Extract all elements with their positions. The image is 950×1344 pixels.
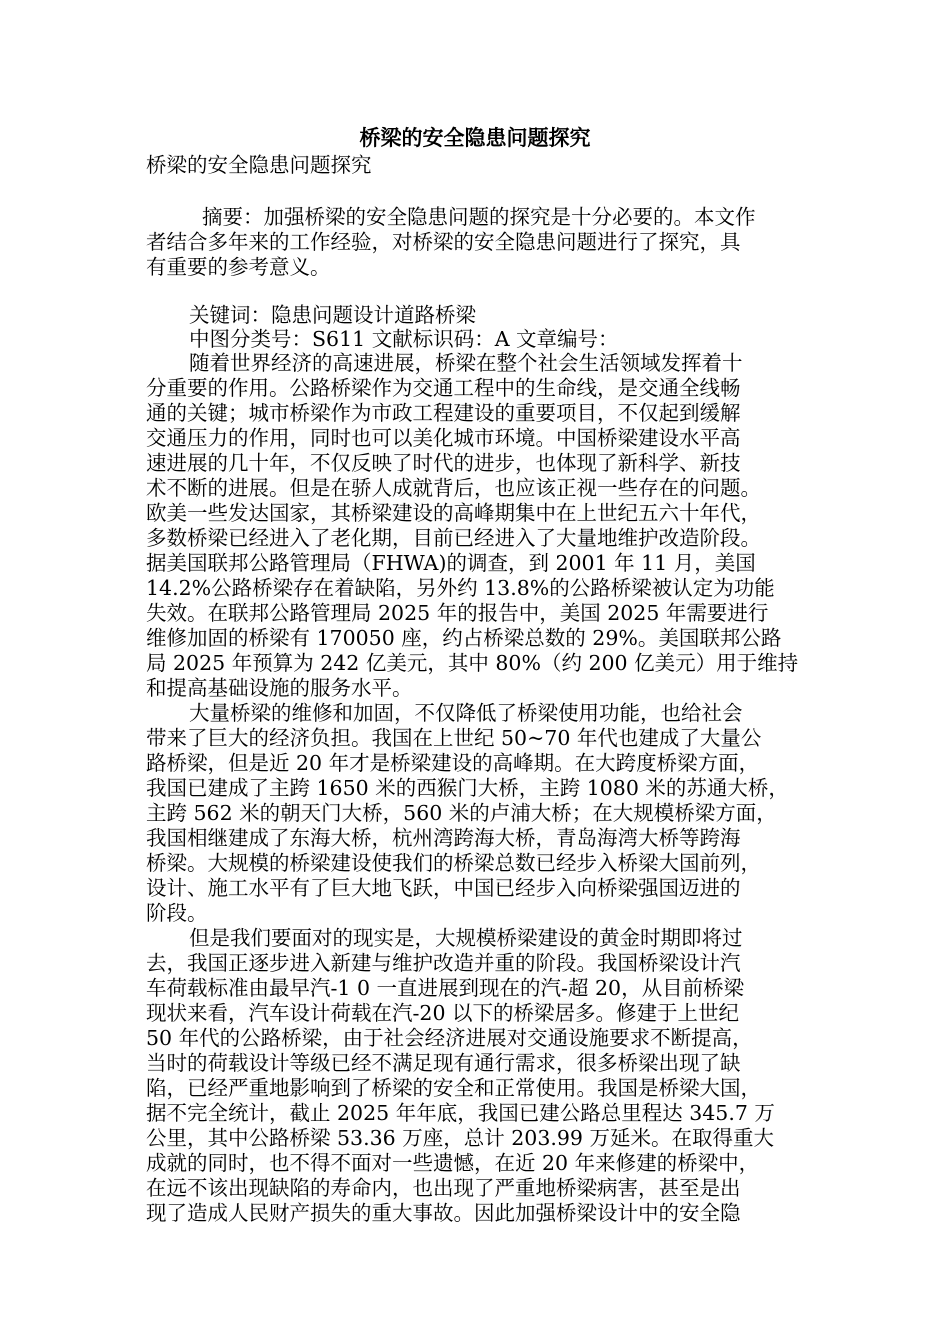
paragraph-line: 大量桥梁的维修和加固，不仅降低了桥梁使用功能，也给社会 bbox=[189, 701, 743, 725]
paragraph-line: 设计、施工水平有了巨大地飞跃，中国已经步入向桥梁强国迈进的 bbox=[146, 876, 741, 900]
paragraph-line: 局 2025 年预算为 242 亿美元，其中 80%（约 200 亿美元）用于维持 bbox=[146, 651, 799, 675]
paragraph-line: 主跨 562 米的朝天门大桥，560 米的卢浦大桥；在大规模桥梁方面， bbox=[146, 801, 777, 825]
paragraph-line: 交通压力的作用，同时也可以美化城市环境。中国桥梁建设水平高 bbox=[146, 426, 741, 450]
paragraph-line: 公里，其中公路桥梁 53.36 万座，总计 203.99 万延米。在取得重大 bbox=[146, 1126, 774, 1150]
paragraph-line: 我国已建成了主跨 1650 米的西猴门大桥，主跨 1080 米的苏通大桥， bbox=[146, 776, 789, 800]
paragraph-line: 失效。在联邦公路管理局 2025 年的报告中，美国 2025 年需要进行 bbox=[146, 601, 769, 625]
paragraph-line: 陷，已经严重地影响到了桥梁的安全和正常使用。我国是桥梁大国， bbox=[146, 1076, 761, 1100]
paragraph-line: 当时的荷载设计等级已经不满足现有通行需求，很多桥梁出现了缺 bbox=[146, 1051, 741, 1075]
paragraph-line: 50 年代的公路桥梁，由于社会经济进展对交通设施要求不断提高， bbox=[146, 1026, 753, 1050]
paragraph-line: 在远不该出现缺陷的寿命内，也出现了严重地桥梁病害，甚至是出 bbox=[146, 1176, 741, 1200]
paragraph-line: 带来了巨大的经济负担。我国在上世纪 50~70 年代也建成了大量公 bbox=[146, 726, 762, 750]
document-subtitle: 桥梁的安全隐患问题探究 bbox=[146, 153, 372, 177]
abstract-line: 者结合多年来的工作经验，对桥梁的安全隐患问题进行了探究，具 bbox=[146, 230, 741, 254]
paragraph-line: 成就的同时，也不得不面对一些遗憾，在近 20 年来修建的桥梁中， bbox=[146, 1151, 760, 1175]
classification: 中图分类号：S611 文献标识码：A 文章编号： bbox=[189, 327, 619, 351]
paragraph-line: 但是我们要面对的现实是，大规模桥梁建设的黄金时期即将过 bbox=[189, 926, 743, 950]
abstract-line: 摘要：加强桥梁的安全隐患问题的探究是十分必要的。本文作 bbox=[189, 205, 756, 229]
paragraph-line: 和提高基础设施的服务水平。 bbox=[146, 676, 413, 700]
paragraph-line: 随着世界经济的高速进展，桥梁在整个社会生活领域发挥着十 bbox=[189, 351, 743, 375]
paragraph-line: 阶段。 bbox=[146, 901, 208, 925]
paragraph-line: 桥梁。大规模的桥梁建设使我们的桥梁总数已经步入桥梁大国前列， bbox=[146, 851, 761, 875]
paragraph-line: 分重要的作用。公路桥梁作为交通工程中的生命线，是交通全线畅 bbox=[146, 376, 741, 400]
document-title: 桥梁的安全隐患问题探究 bbox=[359, 126, 591, 150]
paragraph-line: 通的关键；城市桥梁作为市政工程建设的重要项目，不仅起到缓解 bbox=[146, 401, 741, 425]
keywords: 关键词：隐患问题设计道路桥梁 bbox=[189, 303, 476, 327]
paragraph-line: 路桥梁，但是近 20 年才是桥梁建设的高峰期。在大跨度桥梁方面， bbox=[146, 751, 760, 775]
paragraph-line: 现了造成人民财产损失的重大事故。因此加强桥梁设计中的安全隐 bbox=[146, 1201, 741, 1225]
paragraph-line: 据不完全统计，截止 2025 年年底，我国已建公路总里程达 345.7 万 bbox=[146, 1101, 775, 1125]
paragraph-line: 我国相继建成了东海大桥，杭州湾跨海大桥，青岛海湾大桥等跨海 bbox=[146, 826, 741, 850]
paragraph-line: 欧美一些发达国家，其桥梁建设的高峰期集中在上世纪五六十年代， bbox=[146, 501, 761, 525]
paragraph-line: 维修加固的桥梁有 170050 座，约占桥梁总数的 29%。美国联邦公路 bbox=[146, 626, 782, 650]
paragraph-line: 术不断的进展。但是在骄人成就背后，也应该正视一些存在的问题。 bbox=[146, 476, 761, 500]
paragraph-line: 现状来看，汽车设计荷载在汽-20 以下的桥梁居多。修建于上世纪 bbox=[146, 1001, 740, 1025]
paragraph-line: 多数桥梁已经进入了老化期，目前已经进入了大量地维护改造阶段。 bbox=[146, 526, 761, 550]
abstract-line: 有重要的参考意义。 bbox=[146, 255, 331, 279]
paragraph-line: 14.2%公路桥梁存在着缺陷，另外约 13.8%的公路桥梁被认定为功能 bbox=[146, 576, 775, 600]
paragraph-line: 去，我国正逐步进入新建与维护改造并重的阶段。我国桥梁设计汽 bbox=[146, 951, 741, 975]
paragraph-line: 车荷载标准由最早汽-1 0 一直进展到现在的汽-超 20，从目前桥梁 bbox=[146, 976, 745, 1000]
paragraph-line: 速进展的几十年，不仅反映了时代的进步，也体现了新科学、新技 bbox=[146, 451, 741, 475]
paragraph-line: 据美国联邦公路管理局（FHWA)的调查，到 2001 年 11 月，美国 bbox=[146, 551, 756, 575]
